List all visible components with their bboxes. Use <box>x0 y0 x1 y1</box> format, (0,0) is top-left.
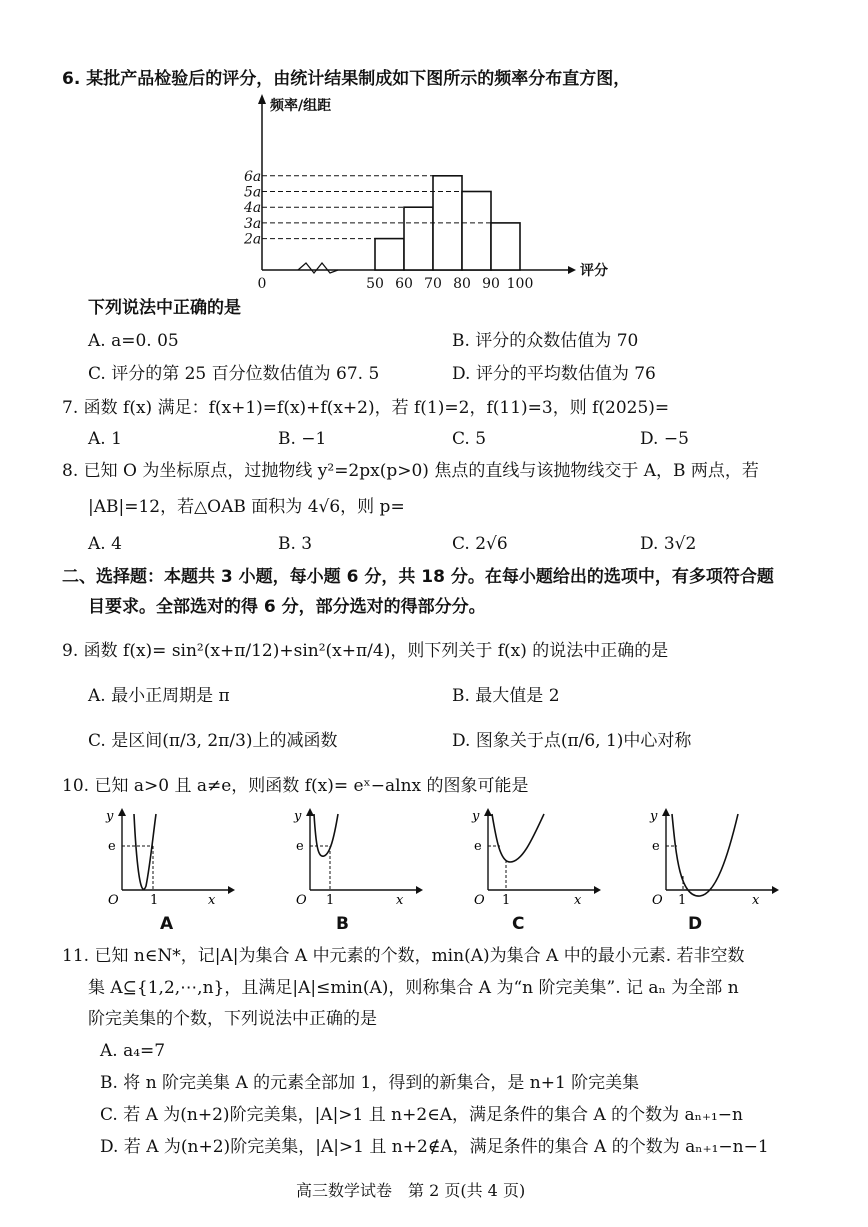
q7-option-b: B. −1 <box>278 429 327 449</box>
graph-c-label: C <box>512 914 525 934</box>
q9-option-a: A. 最小正周期是 π <box>88 686 230 706</box>
bar-50-60 <box>375 239 404 270</box>
graph-b-e-label: e <box>296 839 304 854</box>
graph-d-one-label: 1 <box>678 893 687 908</box>
q11-stem-line2: 集 A⊆{1,2,⋯,n}，且满足|A|≤min(A)，则称集合 A 为“n 阶完美集”. 记 aₙ 为全部 n <box>88 978 739 998</box>
graph-d-x-label: x <box>752 893 760 908</box>
q9-stem: 9. 函数 f(x)= sin²(x+π/12)+sin²(x+π/4)，则下列关于 f(x) 的说法中正确的是 <box>62 641 669 661</box>
q11-option-b: B. 将 n 阶完美集 A 的元素全部加 1，得到的新集合，是 n+1 阶完美集 <box>100 1073 640 1093</box>
q7-stem: 7. 函数 f(x) 满足：f(x+1)=f(x)+f(x+2)，若 f(1)=2，f(11)=3，则 f(2025)= <box>62 398 670 418</box>
graph-c-e-label: e <box>474 839 482 854</box>
q9-option-c: C. 是区间(π/3, 2π/3)上的减函数 <box>88 731 338 751</box>
bar-80-90 <box>462 192 491 271</box>
y-axis-arrow <box>258 94 266 104</box>
q6-prompt: 下列说法中正确的是 <box>88 298 241 318</box>
q11-stem-line1: 11. 已知 n∈N*，记|A|为集合 A 中元素的个数，min(A)为集合 A 中的最小元素. 若非空数 <box>62 946 745 966</box>
graph-b-one-label: 1 <box>326 893 335 908</box>
graph-a-one-label: 1 <box>150 893 159 908</box>
x-axis-arrow <box>568 266 576 274</box>
q11-option-a: A. a₄=7 <box>100 1041 166 1061</box>
q11-stem-line3: 阶完美集的个数，下列说法中正确的是 <box>88 1009 377 1029</box>
y-tick-4a: 4a <box>244 200 262 217</box>
bar-90-100 <box>491 223 520 270</box>
graph-b-origin-label: O <box>296 893 307 908</box>
graph-b-y-label: y <box>294 809 302 824</box>
q9-option-d: D. 图象关于点(π/6, 1)中心对称 <box>452 731 692 751</box>
graph-d-e-label: e <box>652 839 660 854</box>
q6-stem: 6. 某批产品检验后的评分，由统计结果制成如下图所示的频率分布直方图， <box>62 69 631 89</box>
graph-a <box>100 806 235 911</box>
x-tick-80: 80 <box>453 276 471 292</box>
graph-a-e-label: e <box>108 839 116 854</box>
q8-stem-line1: 8. 已知 O 为坐标原点，过抛物线 y²=2px(p>0) 焦点的直线与该抛物线交于 A，B 两点，若 <box>62 461 759 481</box>
graph-b <box>288 806 423 911</box>
graph-a-y-label: y <box>106 809 114 824</box>
q8-option-b: B. 3 <box>278 534 313 554</box>
q6-option-b: B. 评分的众数估值为 70 <box>452 331 639 351</box>
q9-option-b: B. 最大值是 2 <box>452 686 560 706</box>
graph-a-x-label: x <box>208 893 216 908</box>
x-tick-60: 60 <box>395 276 413 292</box>
graph-c-origin-label: O <box>474 893 485 908</box>
graph-c-x-label: x <box>574 893 582 908</box>
q6-option-a: A. a=0. 05 <box>88 331 179 351</box>
graph-c <box>466 806 601 911</box>
x-tick-100: 100 <box>506 276 534 292</box>
y-axis-label: 频率/组距 <box>270 98 332 114</box>
q8-option-d: D. 3√2 <box>640 534 697 554</box>
graph-a-label: A <box>160 914 174 934</box>
q8-option-c: C. 2√6 <box>452 534 508 554</box>
x-axis-label: 评分 <box>580 263 608 279</box>
bar-60-70 <box>404 207 433 270</box>
q6-option-c: C. 评分的第 25 百分位数估值为 67. 5 <box>88 364 380 384</box>
graph-d-origin-label: O <box>652 893 663 908</box>
graph-c-one-label: 1 <box>502 893 511 908</box>
q8-stem-line2: |AB|=12，若△OAB 面积为 4√6，则 p= <box>88 497 405 517</box>
axis-break <box>298 263 338 273</box>
q8-option-a: A. 4 <box>88 534 122 554</box>
q7-option-a: A. 1 <box>88 429 122 449</box>
page-footer: 高三数学试卷 第 2 页(共 4 页) <box>296 1181 526 1200</box>
graph-b-label: B <box>336 914 349 934</box>
x-tick-90: 90 <box>482 276 500 292</box>
section2-heading-line2: 目要求。全部选对的得 6 分，部分选对的得部分分。 <box>88 597 486 617</box>
x-tick-70: 70 <box>424 276 442 292</box>
graph-d <box>644 806 779 911</box>
graph-a-origin-label: O <box>108 893 119 908</box>
q6-option-d: D. 评分的平均数估值为 76 <box>452 364 656 384</box>
q7-option-d: D. −5 <box>640 429 689 449</box>
q10-stem: 10. 已知 a>0 且 a≠e，则函数 f(x)= eˣ−alnx 的图象可能是 <box>62 776 529 796</box>
section2-heading-line1: 二、选择题：本题共 3 小题，每小题 6 分，共 18 分。在每小题给出的选项中，有多项符合题 <box>62 567 774 587</box>
y-tick-5a: 5a <box>244 184 262 201</box>
q11-option-d: D. 若 A 为(n+2)阶完美集，|A|>1 且 n+2∉A，满足条件的集合 A 的个数为 aₙ₊₁−n−1 <box>100 1137 769 1157</box>
origin-label: 0 <box>257 276 267 292</box>
q11-option-c: C. 若 A 为(n+2)阶完美集，|A|>1 且 n+2∈A，满足条件的集合 A 的个数为 aₙ₊₁−n <box>100 1105 743 1125</box>
graph-b-x-label: x <box>396 893 404 908</box>
graph-d-y-label: y <box>650 809 658 824</box>
y-tick-3a: 3a <box>244 215 262 232</box>
q7-option-c: C. 5 <box>452 429 487 449</box>
graph-d-label: D <box>688 914 703 934</box>
y-tick-2a: 2a <box>244 231 262 248</box>
y-tick-6a: 6a <box>244 168 262 185</box>
graph-c-y-label: y <box>472 809 480 824</box>
histogram-figure <box>230 92 630 292</box>
x-tick-50: 50 <box>366 276 384 292</box>
